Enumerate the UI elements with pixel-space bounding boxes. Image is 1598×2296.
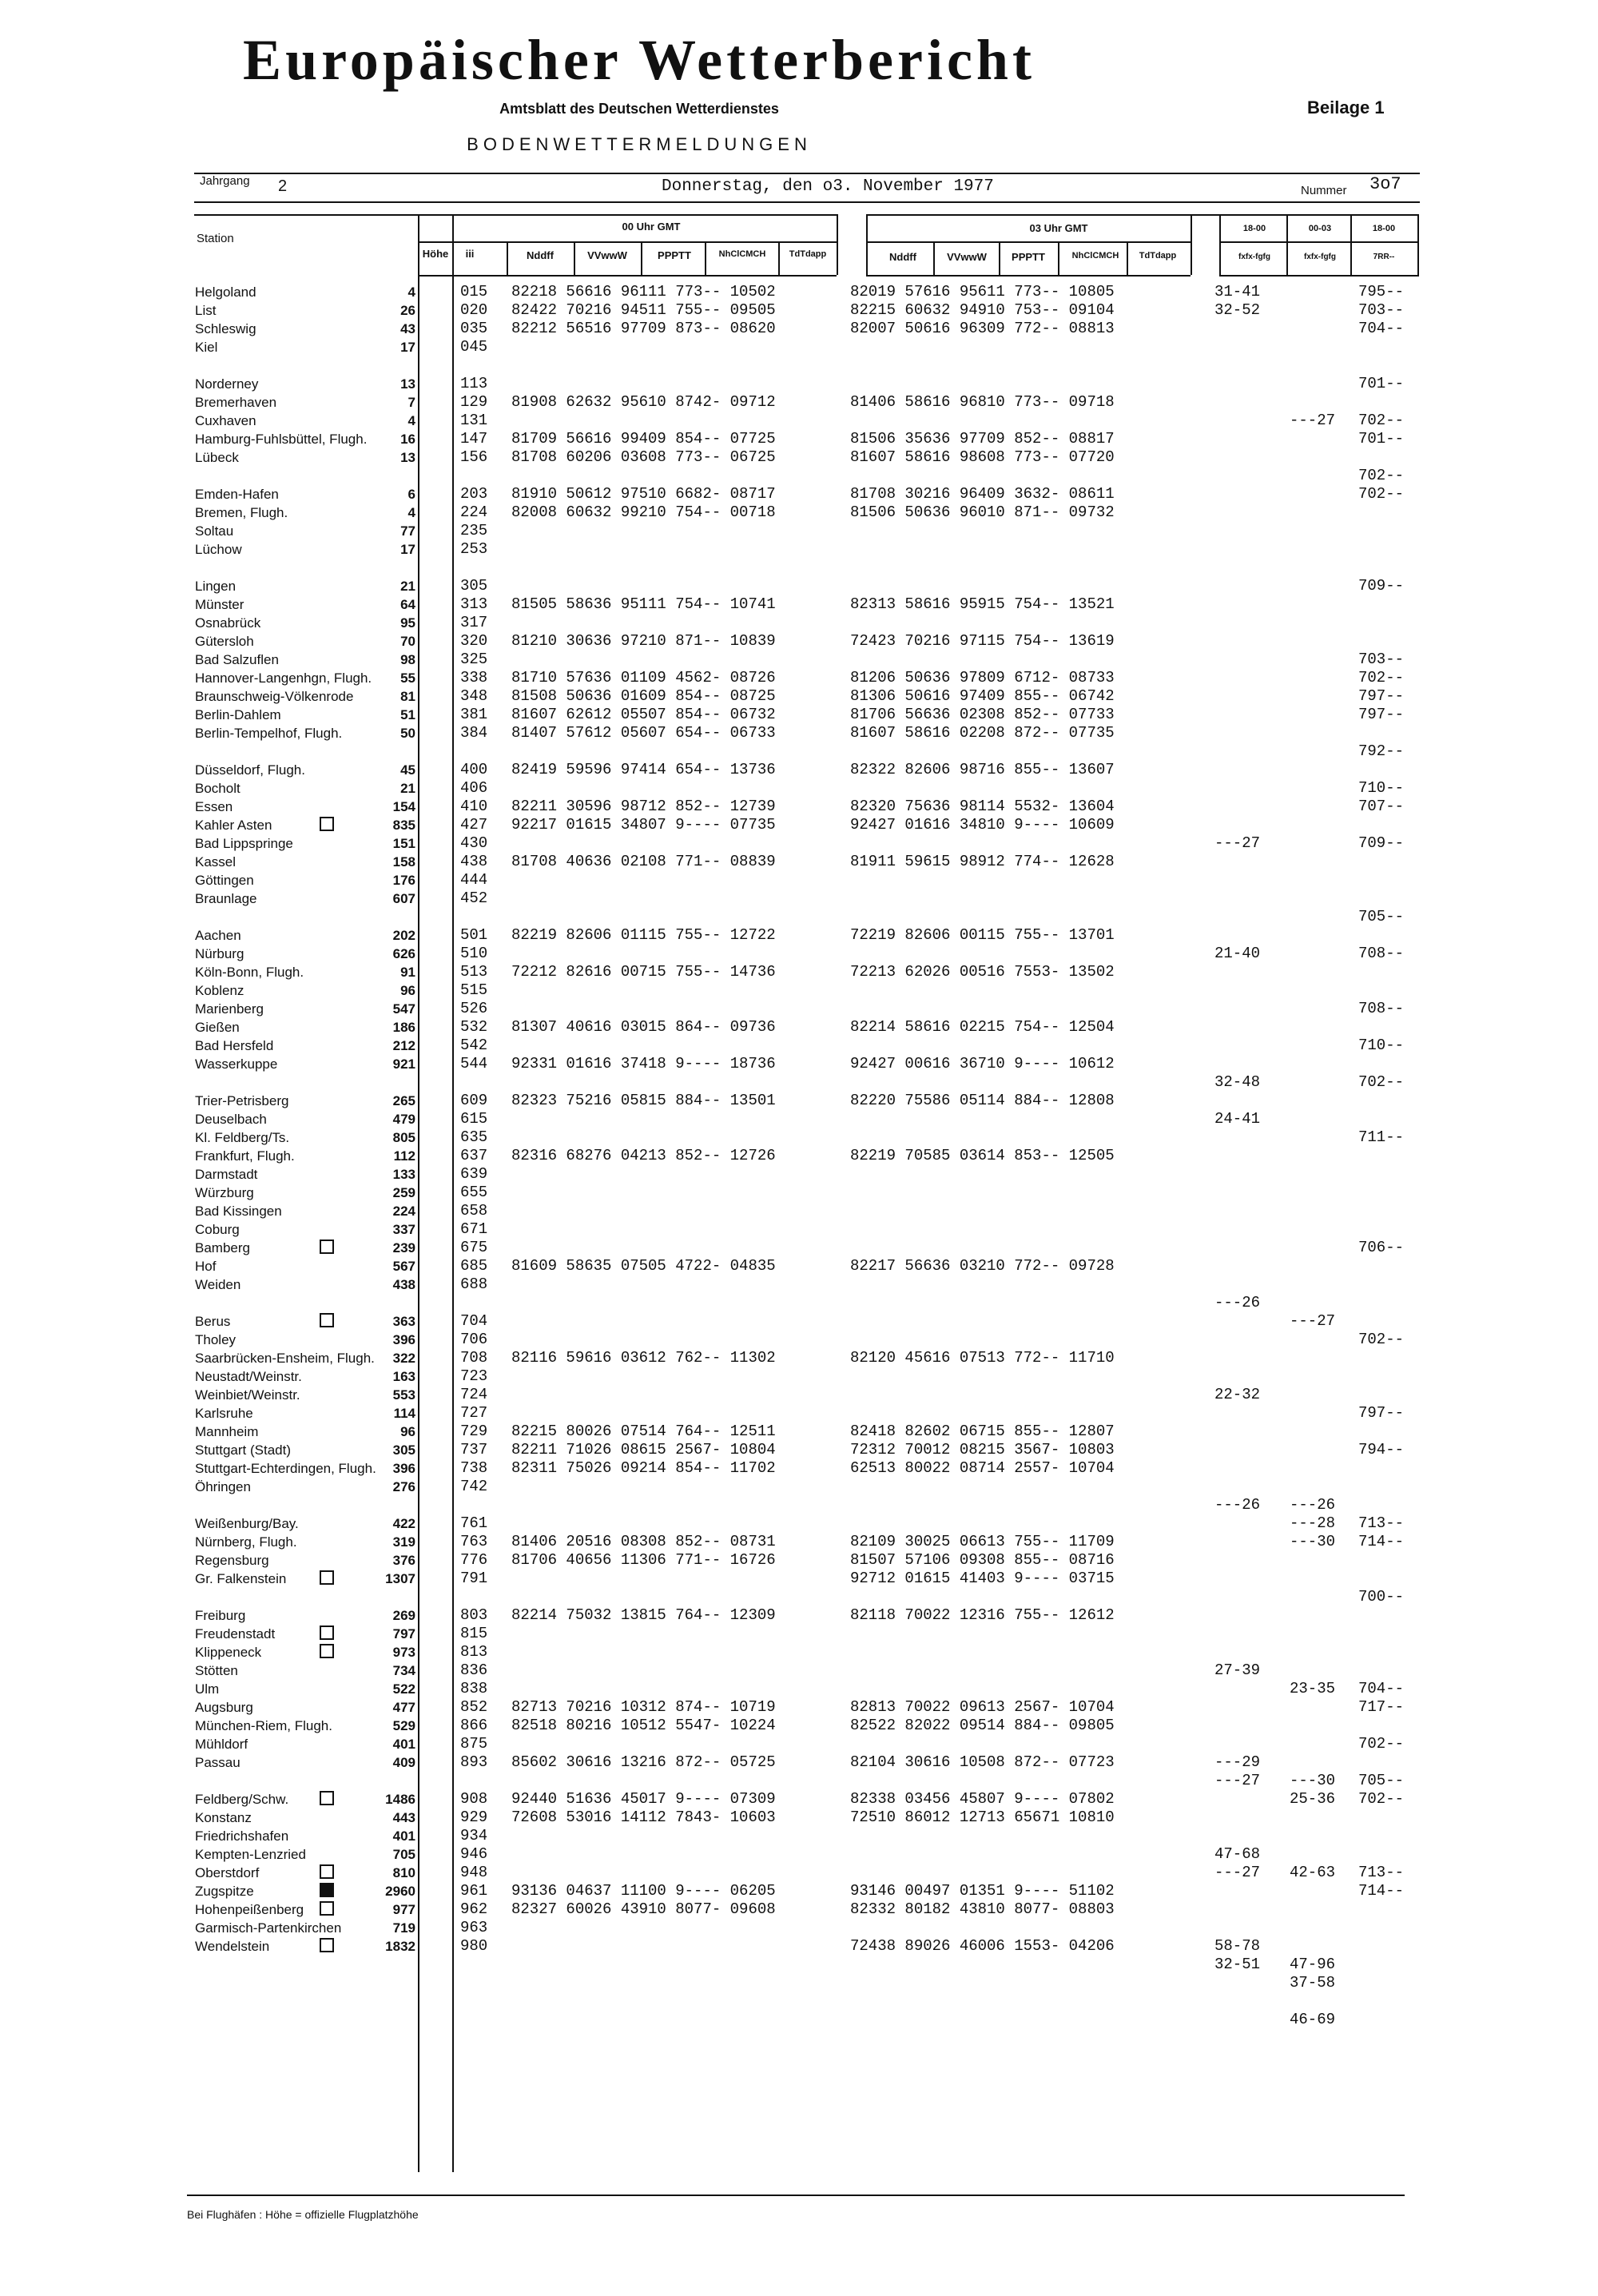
- marker-klippeneck: [320, 1644, 334, 1658]
- iii-column-header: iii: [465, 248, 475, 260]
- beilage-label: Beilage 1: [1307, 97, 1385, 117]
- col-18-00-gusts: 31-41 32-52 ---27 21-40 32-48 24-41 ---26 22-32 ---26 27-39 ---29 ---27 47-68 ---27 58-78 32-51: [1214, 283, 1261, 1973]
- date-line: Donnerstag, den o3. November 1977: [662, 177, 994, 196]
- ppptt-header: PPPTT: [658, 249, 691, 261]
- grid-line: [418, 214, 419, 2172]
- grid-line: [705, 241, 706, 275]
- grid-line: [1350, 214, 1352, 275]
- grid-line: [1127, 241, 1128, 275]
- hoehe-column: 4 26 43 17 13 7 4 16 13 6 4 77 17 21 64 95 70 98 55 81 51 50 45 21 154 835 151 158 176 607 202 626 91 96 547 186 212 921 265 479 805 112 133 259 224 337 239 567 438 363 396 322 163 553 114 96 305 396 276 422 319 376 1307 269 797 973 734 522 477 529 401 409 1486 443 401 705 810 2960 977 719 1832: [385, 285, 415, 1954]
- grid-line: [866, 241, 1191, 243]
- marker-hohenpeissenberg: [320, 1901, 334, 1916]
- marker-freudenstadt: [320, 1626, 334, 1640]
- grid-line: [1417, 214, 1419, 275]
- marker-kahler-asten: [320, 817, 334, 831]
- jahrgang-label: Jahrgang: [200, 174, 250, 188]
- grid-line: [418, 241, 837, 243]
- grid-line: [1058, 241, 1059, 275]
- vvwww-header: VVwwW: [587, 249, 627, 261]
- grid-line: [507, 241, 508, 275]
- data-00-gmt: 82218 56616 96111 773-- 10502 82422 70216 94511 755-- 09505 82212 56516 97709 873-- 08620 81908 62632 95610 8742- 09712 81709 56616 99409 854-- 07725 81708 60206 03608 773-- 06725 81910 50612 97510 6682- 08717 82008 60632 99210 754-- 00718 81505 58636 95111 754-- 10741 81210 30636 97210 871-- 10839 81710 57636 01109 4562- 08726 81508 50636 01609 854-- 08725 81607 62612 05507 854-- 06732 81407 57612 05607 654-- 06733 82419 59596 97414 654-- 13736 82211 30596 98712 852-- 12739 92217 01615 34807 9---- 07735 81708 40636 02108 771-- 08839 82219 82606 01115 755-- 12722 72212 82616 00715 755-- 14736 81307 40616 03015 864-- 09736 92331 01616 37418 9---- 18736 82323 75216 05815 884-- 13501 82316 68276 04213 852-- 12726 81609 58635 07505 4722- 04835 82116 59616 03612 762-- 11302 82215 80026 07514 764-- 12511 82211 71026 08615 2567- 10804 82311 75026 09214 854-- 11702 81406 20516 08308 852-- 08731 81706 40656 11306 771-- 16726 82214 75032 13815 764-- 12309 82713 70216 10312 874-- 10719 82518 80216 10512 5547- 10224 85602 30616 13216 872-- 05725 92440 51636 45017 9---- 07309 72608 53016 14112 7843- 10603 93136 04637 11100 9---- 06205 82327 60026 43910 8077- 09608: [511, 283, 776, 1918]
- grid-line: [574, 241, 575, 275]
- page-title: Europäischer Wetterbericht: [243, 28, 1036, 92]
- nddff-header: Nddff: [527, 249, 554, 261]
- grid-line: [452, 214, 454, 2172]
- footer-rule: [187, 2195, 1405, 2196]
- table-header-rule: [194, 214, 837, 216]
- group-00-header: 00 Uhr GMT: [622, 221, 681, 233]
- grid-line: [866, 275, 1191, 277]
- grid-line: [837, 214, 838, 275]
- nh-03-header: NhClCMCH: [1071, 251, 1119, 261]
- data-03-gmt: 82019 57616 95611 773-- 10805 82215 60632 94910 753-- 09104 82007 50616 96309 772-- 08813 81406 58616 96810 773-- 09718 81506 35636 97709 852-- 08817 81607 58616 98608 773-- 07720 81708 30216 96409 3632- 08611 81506 50636 96010 871-- 09732 82313 58616 95915 754-- 13521 72423 70216 97115 754-- 13619 81206 50636 97809 6712- 08733 81306 50616 97409 855-- 06742 81706 56636 02308 852-- 07733 81607 58616 02208 872-- 07735 82322 82606 98716 855-- 13607 82320 75636 98114 5532- 13604 92427 01616 34810 9---- 10609 81911 59615 98912 774-- 12628 72219 82606 00115 755-- 13701 72213 62026 00516 7553- 13502 82214 58616 02215 754-- 12504 92427 00616 36710 9---- 10612 82220 75586 05114 884-- 12808 82219 70585 03614 853-- 12505 82217 56636 03210 772-- 09728 82120 45616 07513 772-- 11710 82418 82602 06715 855-- 12807 72312 70012 08215 3567- 10803 62513 80022 08714 2557- 10704 82109 30025 06613 755-- 11709 81507 57106 09308 855-- 08716 92712 01615 41403 9---- 03715 82118 70022 12316 755-- 12612 82813 70022 09613 2567- 10704 82522 82022 09514 884-- 09805 82104 30616 10508 872-- 07723 82338 03456 45807 9---- 07802 72510 86012 12713 65671 10810 93146 00497 01351 9---- 51102 82332 80182 43810 8077- 08803 72438 89026 46006 1553- 04206: [850, 283, 1115, 1955]
- jahrgang-value: 2: [278, 177, 288, 195]
- iii-column: 015 020 035 045 113 129 131 147 156 203 224 235 253 305 313 317 320 325 338 348 381 384 400 406 410 427 430 438 444 452 501 510 513 515 526 532 542 544 609 615 635 637 639 655 658 671 675 685 688 704 706 708 723 724 727 729 737 738 742 761 763 776 791 803 815 813 836 838 852 866 875 893 908 929 934 946 948 961 962 963 980: [460, 283, 488, 1955]
- grid-line: [1219, 214, 1221, 275]
- grid-line: [1219, 241, 1419, 243]
- page-subtitle: Amtsblatt des Deutschen Wetterdienstes: [499, 101, 779, 117]
- nddff-03-header: Nddff: [889, 251, 916, 263]
- grid-line: [866, 214, 868, 275]
- grid-line: [1219, 275, 1419, 277]
- marker-oberstdorf: [320, 1864, 334, 1879]
- header-rule-bottom: [194, 201, 1420, 203]
- vvwww-03-header: VVwwW: [947, 251, 987, 263]
- c18-00-header: 18-00: [1242, 224, 1266, 233]
- hoehe-column-header: Höhe: [422, 248, 449, 260]
- grid-line: [1286, 214, 1288, 275]
- sub1-header: fxfx-fgfg: [1238, 253, 1270, 261]
- marker-wasserkuppe: [320, 1240, 334, 1254]
- ppptt-03-header: PPPTT: [1012, 251, 1045, 263]
- grid-line: [418, 275, 837, 277]
- station-list: Helgoland List Schleswig Kiel Norderney Bremerhaven Cuxhaven Hamburg-Fuhlsbüttel, Flugh. Lübeck Emden-Hafen Bremen, Flugh. Soltau Lüchow Lingen Münster Osnabrück Gütersloh Bad Salzuflen Hannover-Langenhgn, Flugh. Braunschweig-Völkenrode Berlin-Dahlem Berlin-Tempelhof, Flugh. Düsseldorf, Flugh. Bocholt Essen Kahler Asten Bad Lippspringe Kassel Göttingen Braunlage Aachen Nürburg Köln-Bonn, Flugh. Koblenz Marienberg Gießen Bad Hersfeld Wasserkuppe Trier-Petrisberg Deuselbach Kl. Feldberg/Ts. Frankfurt, Flugh. Darmstadt Würzburg Bad Kissingen Coburg Bamberg Hof Weiden Berus Tholey Saarbrücken-Ensheim, Flugh. Neustadt/Weinstr. Weinbiet/Weinstr. Karlsruhe Mannheim Stuttgart (Stadt) Stuttgart-Echterdingen, Flugh. Öhringen Weißenburg/Bay. Nürnberg, Flugh. Regensburg Gr. Falkenstein Freiburg Freudenstadt Klippeneck Stötten Ulm Augsburg München-Riem, Flugh. Mühldorf Passau Feldberg/Schw. Konstanz Friedrichshafen Kempten-Lenzried Oberstdorf Zugspitze Hohenpeißenberg Garmisch-Partenkirchen Wendelstein: [195, 285, 376, 1954]
- col-18-00-precip: 795-- 703-- 704-- 701-- 702-- 701-- 702-- 702-- 709-- 703-- 702-- 797-- 797-- 792-- 710-- 707-- 709-- 705-- 708-- 708-- 710-- 702-- 711-- 706-- 702-- 797-- 794-- 713-- 714-- 700-- 704-- 717-- 702-- 705-- 702-- 713-- 714--: [1358, 283, 1405, 1900]
- marker-feldberg-schw: [320, 1791, 334, 1805]
- sub2-header: fxfx-fgfg: [1304, 253, 1336, 261]
- group-03-header: 03 Uhr GMT: [1029, 222, 1088, 234]
- station-column-header: Station: [197, 232, 234, 245]
- table-header-rule-2: [866, 214, 1419, 216]
- sub3-header: 7RR--: [1373, 253, 1395, 261]
- c00-03-header: 00-03: [1308, 224, 1332, 233]
- grid-line: [999, 241, 1000, 275]
- section-title: BODENWETTERMELDUNGEN: [467, 134, 812, 154]
- marker-gr-falkenstein: [320, 1570, 334, 1585]
- nummer-label: Nummer: [1301, 184, 1347, 197]
- grid-line: [933, 241, 935, 275]
- marker-zugspitze: [320, 1883, 334, 1897]
- grid-line: [778, 241, 780, 275]
- marker-wendelstein: [320, 1938, 334, 1952]
- header-rule-top: [194, 173, 1420, 174]
- td-03-header: TdTdapp: [1139, 251, 1177, 261]
- grid-line: [641, 241, 642, 275]
- marker-kl-feldberg: [320, 1313, 334, 1327]
- nh-header: NhClCMCH: [718, 249, 766, 259]
- c18-00b-header: 18-00: [1372, 224, 1396, 233]
- grid-line: [1191, 214, 1192, 275]
- footer-note: Bei Flughäfen : Höhe = offizielle Flugplatzhöhe: [187, 2208, 419, 2221]
- col-00-03-gusts: ---27 ---27 ---26 ---28 ---30 23-35 ---30 25-36 42-63 47-96 37-58 46-69: [1290, 412, 1336, 2028]
- nummer-value: 3o7: [1369, 174, 1401, 194]
- td-header: TdTdapp: [789, 249, 827, 259]
